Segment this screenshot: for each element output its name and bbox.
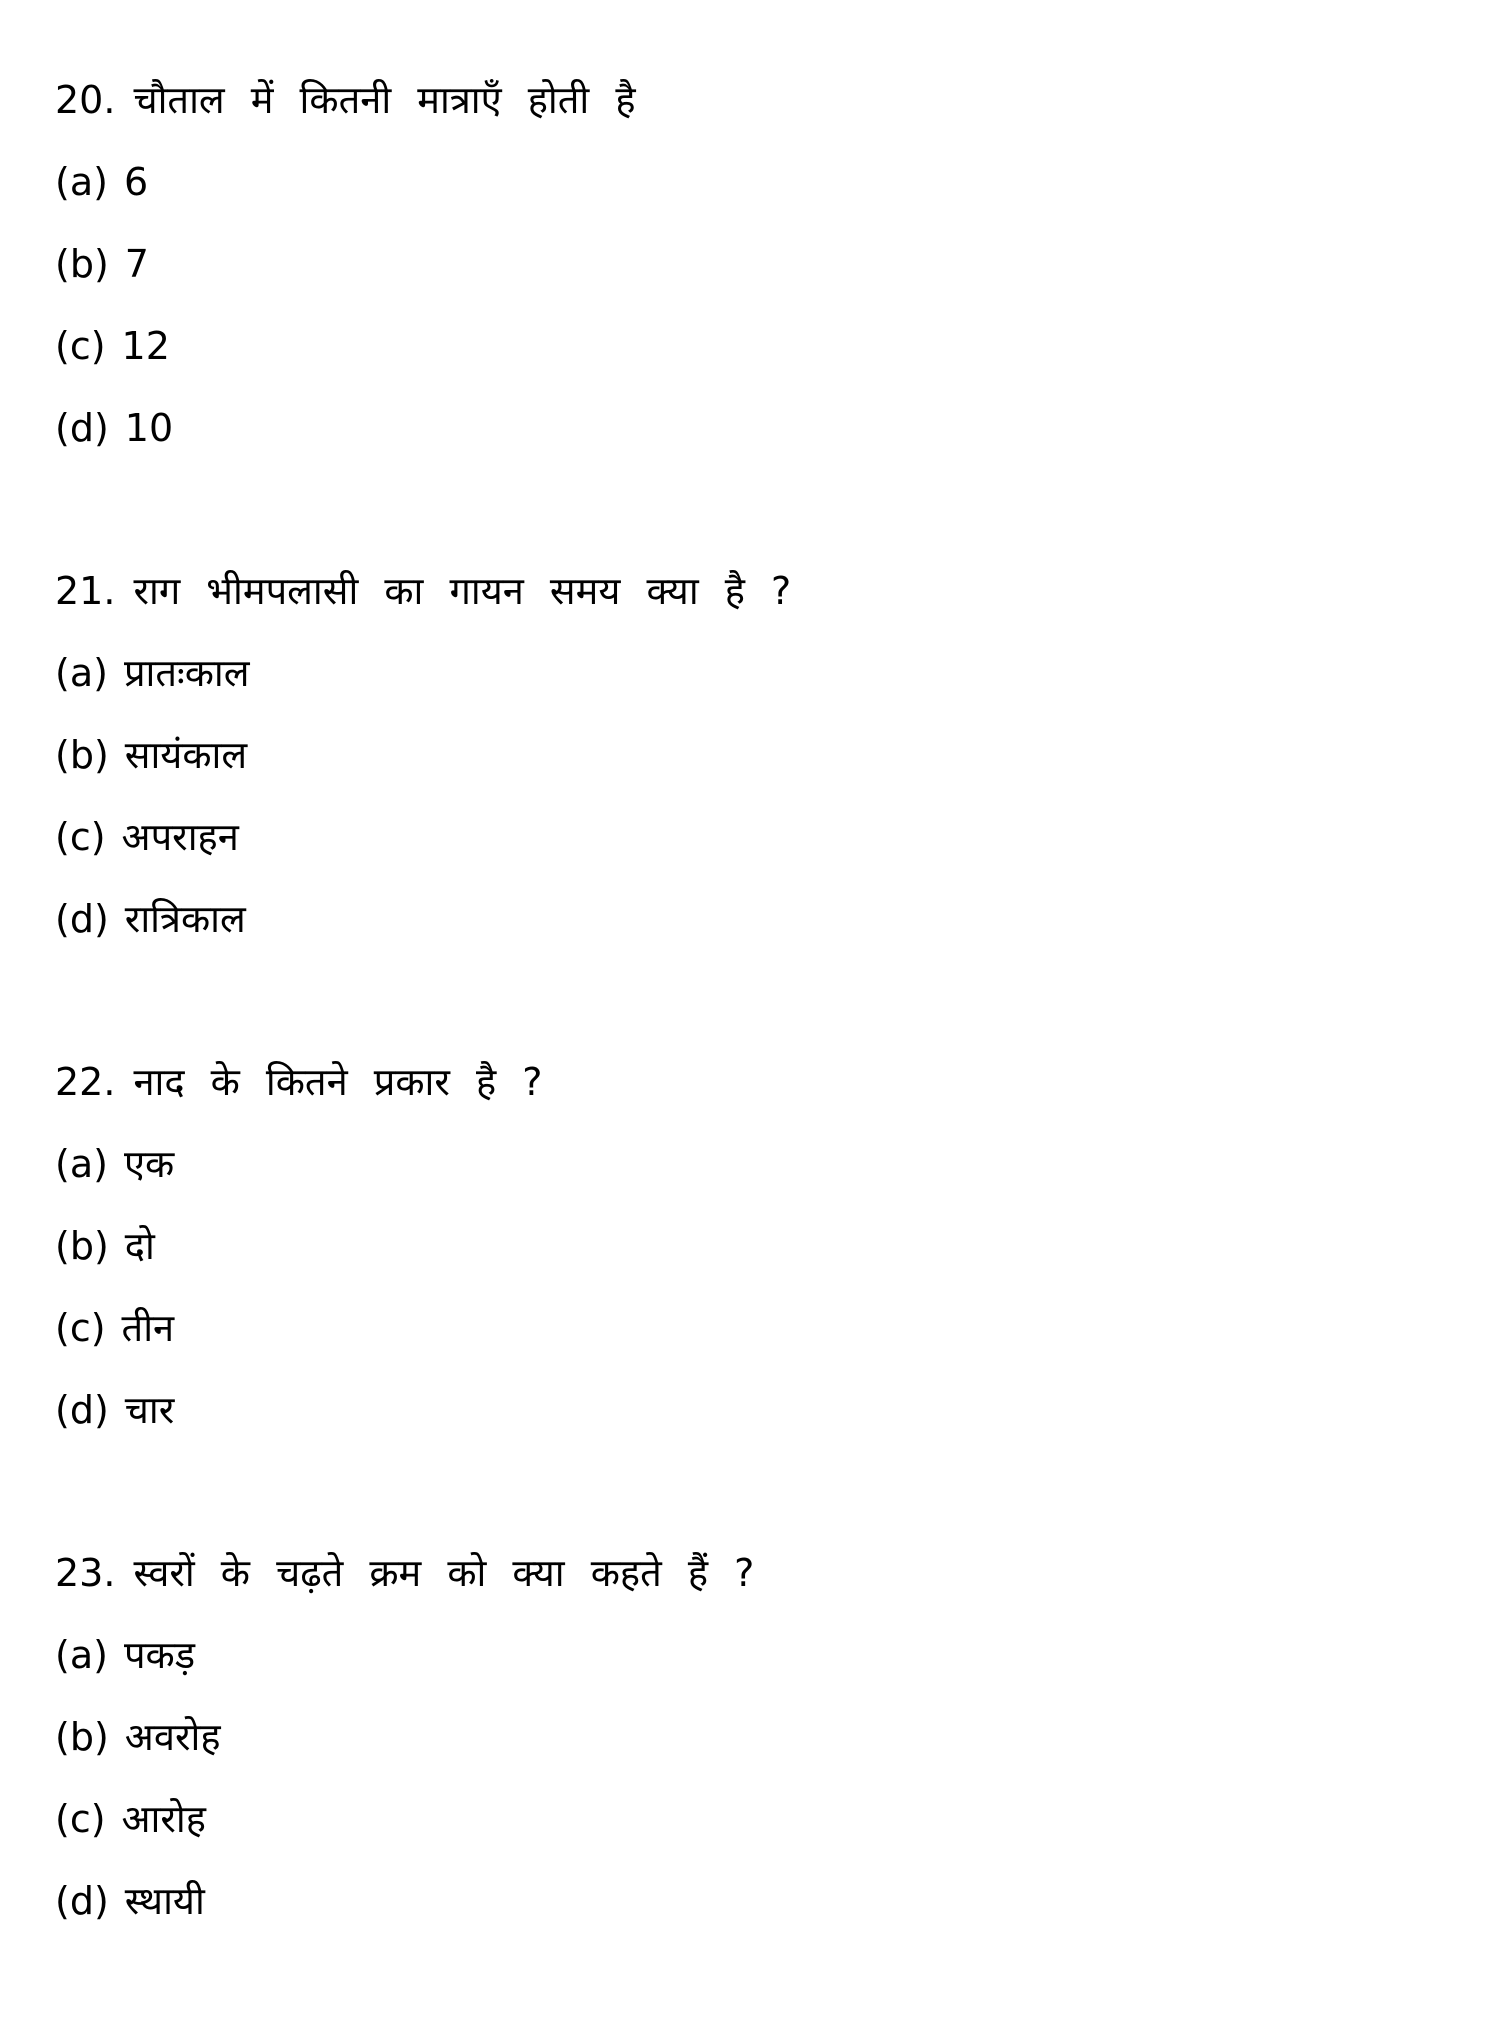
option-text: सायंकाल [124,733,248,777]
option-key: (c) [55,815,106,859]
option-key: (c) [55,324,106,368]
option-key: (a) [55,1633,108,1677]
option-text: अपराहन [121,815,239,859]
option-key: (c) [55,1797,106,1841]
option-text: 12 [121,324,170,368]
option-20-d [55,404,173,452]
question-number: 20. [55,78,116,122]
option-22-a [55,1140,174,1188]
option-22-c [55,1304,174,1352]
question-text: राग भीमपलासी का गायन समय क्या है ? [133,569,792,613]
option-key: (d) [55,1388,109,1432]
question-text: स्वरों के चढ़ते क्रम को क्या कहते हैं ? [133,1551,755,1595]
option-key: (b) [55,1224,109,1268]
option-key: (b) [55,1715,109,1759]
option-text: प्रातःकाल [123,651,250,695]
option-20-c [55,322,170,370]
option-text: 6 [123,160,149,204]
question-21 [55,567,791,615]
option-text: दो [124,1224,155,1268]
option-22-d [55,1386,174,1434]
option-23-b [55,1713,221,1761]
question-22 [55,1058,542,1106]
option-key: (d) [55,897,109,941]
option-key: (d) [55,406,109,450]
option-key: (c) [55,1306,106,1350]
question-text: चौताल में कितनी मात्राएँ होती है [133,78,636,122]
option-text: पकड़ [123,1633,196,1677]
option-key: (b) [55,242,109,286]
option-text: आरोह [121,1797,206,1841]
option-key: (a) [55,651,108,695]
question-text: नाद के कितने प्रकार है ? [133,1060,543,1104]
option-text: तीन [121,1306,175,1350]
question-number: 23. [55,1551,116,1595]
option-21-b [55,731,247,779]
option-23-d [55,1877,205,1925]
option-text: चार [124,1388,175,1432]
option-text: 7 [124,242,149,286]
question-number: 22. [55,1060,116,1104]
question-23 [55,1549,754,1597]
option-text: अवरोह [124,1715,221,1759]
option-21-c [55,813,239,861]
option-text: रात्रिकाल [124,897,246,941]
option-23-c [55,1795,206,1843]
option-text: एक [123,1142,175,1186]
option-key: (a) [55,160,108,204]
question-20 [55,76,636,124]
option-20-b [55,240,149,288]
option-key: (a) [55,1142,108,1186]
option-23-a [55,1631,195,1679]
option-22-b [55,1222,155,1270]
option-text: स्थायी [124,1879,205,1923]
option-key: (b) [55,733,109,777]
option-text: 10 [124,406,174,450]
option-key: (d) [55,1879,109,1923]
option-21-d [55,895,246,943]
question-number: 21. [55,569,116,613]
option-20-a [55,158,148,206]
option-21-a [55,649,250,697]
